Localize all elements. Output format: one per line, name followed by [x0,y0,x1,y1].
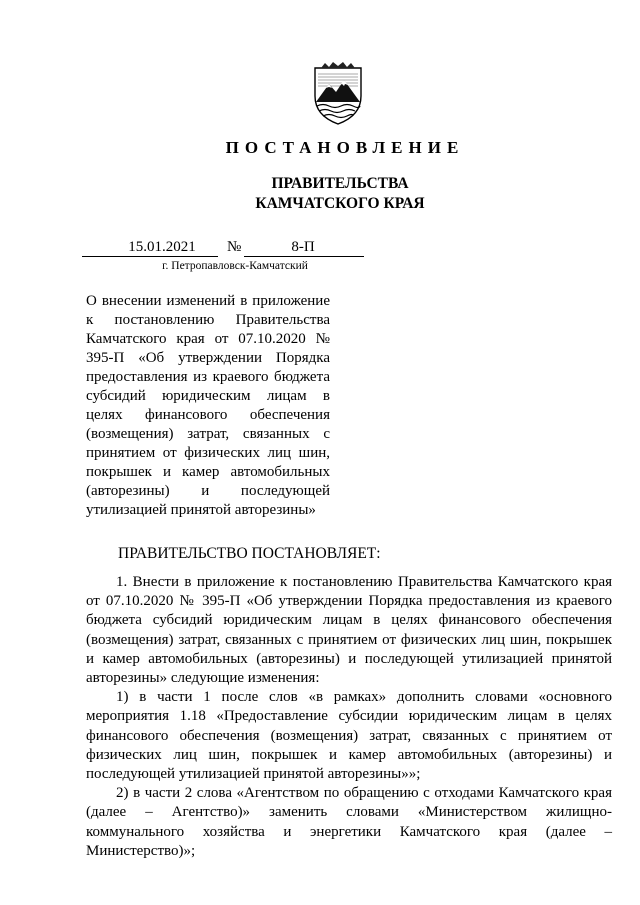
document-number: 8-П [291,239,315,255]
decree-statement: ПРАВИТЕЛЬСТВО ПОСТАНОВЛЯЕТ: [118,545,381,562]
body-paragraph: 1. Внести в приложение к постановлению Правительства Камчатского края от 07.10.2020 № 395-П «Об утверждении Порядка предоставления из краевого бюджета субсидий юридическим лицам в целях финансового обеспечения (возмещения) затрат, связанных с принятием от физических лиц шин, покрышек и камер автомобильных (авторезины) и последующей утилизацией принятой авторезины» следующие изменения: [86,574,612,687]
issuer-name [180,174,500,214]
number-sign: № [227,239,242,255]
body-paragraph: 2) в части 2 слова «Агентством по обращению с отходами Камчатского края (далее – Агентство)» заменить словами «Министерством жилищно-коммунального хозяйства и энергетики Камчатского края (далее – Министерство)»; [86,785,612,859]
kamchatka-coat-of-arms-icon [309,62,367,126]
date-underline [82,256,218,257]
body-paragraph: 1) в части 1 после слов «в рамках» дополнить словами «основного мероприятия 1.18 «Предоставление субсидии юридическим лицам в целях финансового обеспечения (возмещения) затрат, связанных с принятием от физических лиц шин, покрышек и камер автомобильных (авторезины) и последующей утилизацией принятой авторезины»»; [86,689,612,783]
issuer-line-1: ПРАВИТЕЛЬСТВА [271,175,409,192]
document-body [86,573,612,861]
document-type-title: ПОСТАНОВЛЕНИЕ [225,138,465,157]
document-subject: О внесении изменений в приложение к постановлению Правительства Камчатского края от 07.10.2020 № 395-П «Об утверждении Порядка предоставления из краевого бюджета субсидий юридическим лицам в целях финансового обеспечения (возмещения) затрат, связанных с принятием от физических лиц шин, покрышек и камер автомобильных (авторезины) и последующей утилизацией принятой авторезины» [86,293,330,518]
document-date: 15.01.2021 [128,239,196,255]
document-city: г. Петропавловск-Камчатский [162,260,308,272]
issuer-line-2: КАМЧАТСКОГО КРАЯ [255,195,425,212]
number-underline [244,256,364,257]
